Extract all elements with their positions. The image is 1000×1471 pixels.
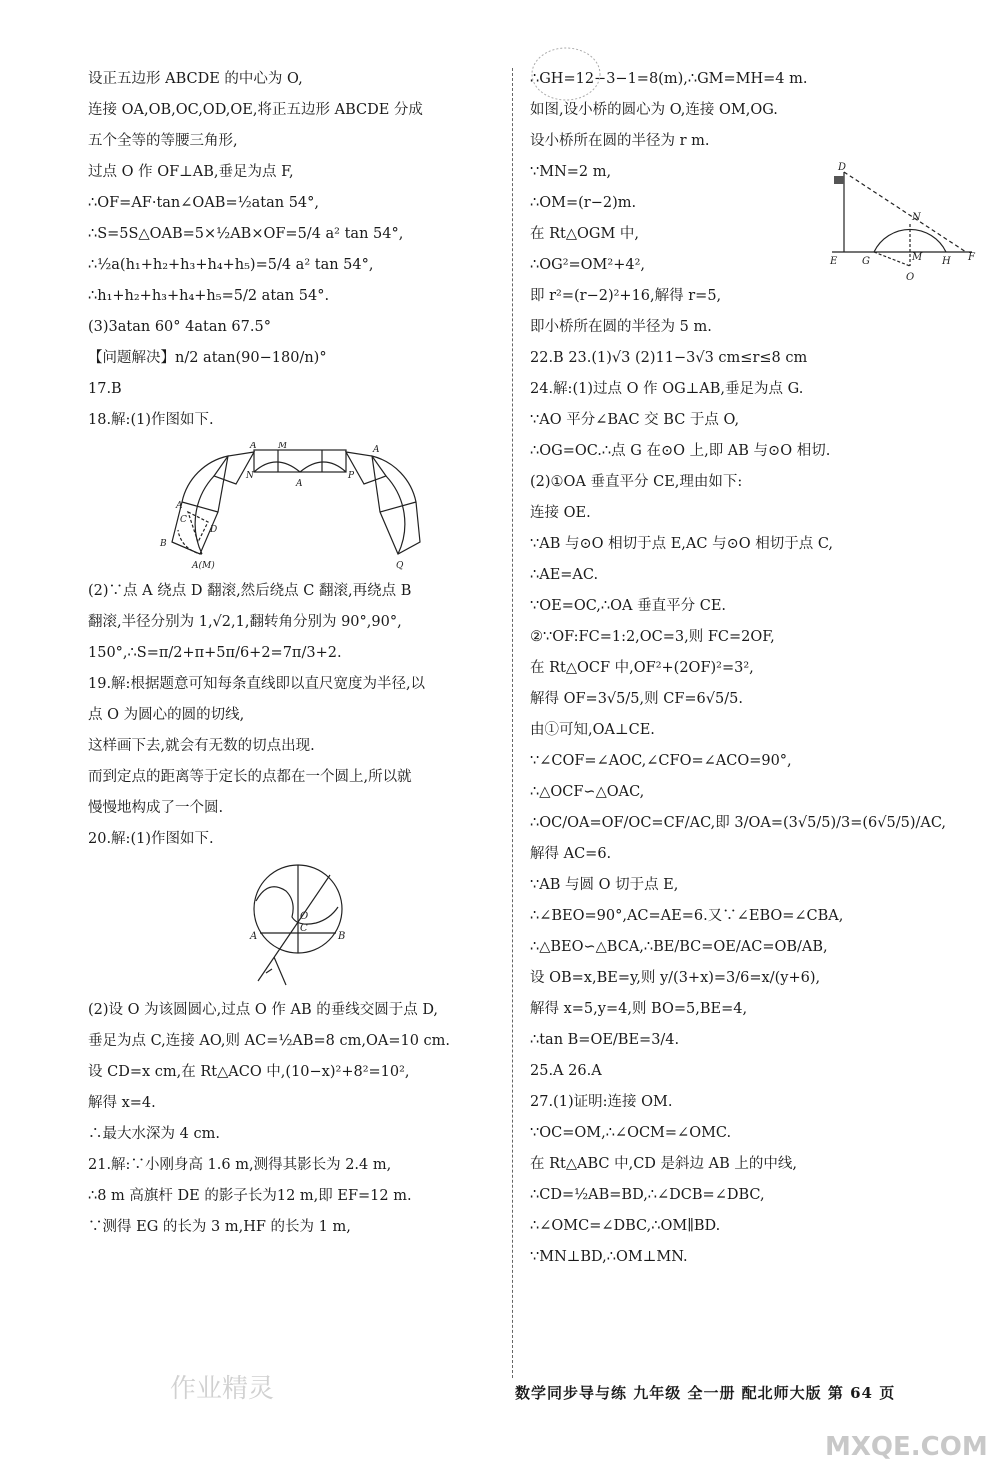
fig18-label: B bbox=[160, 539, 167, 549]
text-line: 20.解:(1)作图如下. bbox=[88, 831, 214, 847]
fig18-label: D bbox=[210, 525, 218, 535]
fig18-label: A bbox=[373, 445, 380, 455]
text-line: 由①可知,OA⊥CE. bbox=[530, 722, 655, 738]
figure-20 bbox=[238, 861, 358, 991]
fig18-label: P bbox=[348, 471, 355, 481]
text-line: ∴½a(h₁+h₂+h₃+h₄+h₅)=5/4 a² tan 54°, bbox=[88, 257, 374, 273]
text-line: 五个全等的等腰三角形, bbox=[88, 133, 238, 149]
text-line: 设 OB=x,BE=y,则 y/(3+x)=3/6=x/(y+6), bbox=[530, 970, 821, 986]
fig21-label: E bbox=[830, 256, 838, 267]
fig18-label: A bbox=[176, 501, 183, 511]
page-footer: 数学同步导与练 九年级 全一册 配北师大版 第 64 页 bbox=[515, 1384, 896, 1402]
text-line: ∴OG=OC.∴点 G 在⊙O 上,即 AB 与⊙O 相切. bbox=[530, 443, 831, 459]
text-line: ∵OC=OM,∴∠OCM=∠OMC. bbox=[530, 1125, 732, 1141]
figure-18 bbox=[158, 442, 438, 572]
fig18-label: Q bbox=[396, 561, 404, 571]
text-line: 解得 x=4. bbox=[88, 1095, 156, 1111]
left-column bbox=[88, 70, 496, 1249]
text-line: 解得 OF=3√5/5,则 CF=6√5/5. bbox=[530, 691, 743, 707]
text-line: ∴AE=AC. bbox=[530, 567, 599, 583]
text-line: ∴∠BEO=90°,AC=AE=6.又∵∠EBO=∠CBA, bbox=[530, 908, 844, 924]
fig21-label: F bbox=[968, 252, 975, 263]
stamp-logo bbox=[528, 42, 606, 106]
left-block-1 bbox=[88, 70, 496, 430]
fig21-label: O bbox=[906, 272, 915, 283]
text-line: ∴OF=AF·tan∠OAB=½atan 54°, bbox=[88, 195, 320, 211]
text-line: 22.B 23.(1)√3 (2)11−3√3 cm≤r≤8 cm bbox=[530, 350, 808, 366]
text-line: ∴∠OMC=∠DBC,∴OM∥BD. bbox=[530, 1218, 721, 1234]
text-line: 【问题解决】n/2 atan(90−180/n)° bbox=[88, 350, 327, 366]
fig21-label: H bbox=[942, 256, 951, 267]
left-block-3 bbox=[88, 1001, 496, 1237]
text-line: ∵测得 EG 的长为 3 m,HF 的长为 1 m, bbox=[88, 1219, 351, 1235]
fig20-label: A bbox=[250, 931, 258, 942]
text-line: ∴OM=(r−2)m. bbox=[530, 195, 637, 211]
text-line: 即 r²=(r−2)²+16,解得 r=5, bbox=[530, 288, 722, 304]
text-line: 150°,∴S=π/2+π+5π/6+2=7π/3+2. bbox=[88, 645, 342, 661]
fig21-label: G bbox=[862, 256, 870, 267]
watermark: MXQE.COM bbox=[825, 1432, 988, 1462]
text-line: ∴OC/OA=OF/OC=CF/AC,即 3/OA=(3√5/5)/3=(6√5/5)/AC, bbox=[530, 815, 947, 831]
text-line: ∵OE=OC,∴OA 垂直平分 CE. bbox=[530, 598, 727, 614]
left-block-2 bbox=[88, 582, 496, 849]
fig18-label: A(M) bbox=[192, 561, 215, 571]
fig21-label: M bbox=[912, 252, 923, 263]
fig21-label: D bbox=[838, 162, 847, 173]
text-line: ∵MN=2 m, bbox=[530, 164, 612, 180]
text-line: ∴8 m 高旗杆 DE 的影子长为12 m,即 EF=12 m. bbox=[88, 1188, 412, 1204]
text-line: (2)设 O 为该圆圆心,过点 O 作 AB 的垂线交圆于点 D, bbox=[88, 1002, 439, 1018]
text-line: ∴OG²=OM²+4², bbox=[530, 257, 646, 273]
fig20-label: C bbox=[300, 923, 308, 934]
column-divider bbox=[512, 68, 513, 1378]
text-line: 21.解:∵小刚身高 1.6 m,测得其影长为 2.4 m, bbox=[88, 1157, 392, 1173]
text-line: 在 Rt△OGM 中, bbox=[530, 226, 640, 242]
text-line: 24.解:(1)过点 O 作 OG⊥AB,垂足为点 G. bbox=[530, 381, 804, 397]
text-line: 而到定点的距离等于定长的点都在一个圆上,所以就 bbox=[88, 769, 412, 785]
text-line: 如图,设小桥的圆心为 O,连接 OM,OG. bbox=[530, 102, 778, 118]
text-line: 19.解:根据题意可知每条直线即以直尺宽度为半径,以 bbox=[88, 676, 426, 692]
watermark-left: 作业精灵 bbox=[170, 1374, 275, 1404]
text-line: ∴△OCF∽△OAC, bbox=[530, 784, 645, 800]
fig21-label: N bbox=[912, 212, 921, 223]
text-line: ∵MN⊥BD,∴OM⊥MN. bbox=[530, 1249, 688, 1265]
text-line: 连接 OA,OB,OC,OD,OE,将正五边形 ABCDE 分成 bbox=[88, 102, 423, 118]
fig18-label: N bbox=[246, 471, 254, 481]
text-line: ∴CD=½AB=BD,∴∠DCB=∠DBC, bbox=[530, 1187, 765, 1203]
text-line: ∴最大水深为 4 cm. bbox=[88, 1126, 220, 1142]
flag-icon bbox=[834, 176, 844, 184]
text-line: 设小桥所在圆的半径为 r m. bbox=[530, 133, 710, 149]
fig18-label: C bbox=[180, 515, 187, 525]
text-line: 慢慢地构成了一个圆. bbox=[88, 800, 224, 816]
text-line: ∴tan B=OE/BE=3/4. bbox=[530, 1032, 680, 1048]
text-line: 垂足为点 C,连接 AO,则 AC=½AB=8 cm,OA=10 cm. bbox=[88, 1033, 451, 1049]
text-line: ∵AB 与圆 O 切于点 E, bbox=[530, 877, 679, 893]
text-line: 连接 OE. bbox=[530, 505, 591, 521]
text-line: 设 CD=x cm,在 Rt△ACO 中,(10−x)²+8²=10², bbox=[88, 1064, 410, 1080]
text-line: 即小桥所在圆的半径为 5 m. bbox=[530, 319, 712, 335]
text-line: ∵∠COF=∠AOC,∠CFO=∠ACO=90°, bbox=[530, 753, 792, 769]
text-line: 这样画下去,就会有无数的切点出现. bbox=[88, 738, 315, 754]
text-line: 翻滚,半径分别为 1,√2,1,翻转角分别为 90°,90°, bbox=[88, 614, 402, 630]
text-line: 27.(1)证明:连接 OM. bbox=[530, 1094, 673, 1110]
text-line: (3)3atan 60° 4atan 67.5° bbox=[88, 319, 271, 335]
text-line: ∵AB 与⊙O 相切于点 E,AC 与⊙O 相切于点 C, bbox=[530, 536, 834, 552]
fig18-label: M bbox=[278, 442, 288, 451]
text-line: 设正五边形 ABCDE 的中心为 O, bbox=[88, 71, 303, 87]
text-line: ∴S=5S△OAB=5×½AB×OF=5/4 a² tan 54°, bbox=[88, 226, 404, 242]
text-line: ∴h₁+h₂+h₃+h₄+h₅=5/2 atan 54°. bbox=[88, 288, 330, 304]
figure-21 bbox=[822, 162, 982, 292]
fig18-label: A bbox=[250, 442, 257, 451]
fig20-label: O bbox=[300, 911, 309, 922]
text-line: 在 Rt△ABC 中,CD 是斜边 AB 上的中线, bbox=[530, 1156, 797, 1172]
text-line: 在 Rt△OCF 中,OF²+(2OF)²=3², bbox=[530, 660, 754, 676]
text-line: ∵AO 平分∠BAC 交 BC 于点 O, bbox=[530, 412, 740, 428]
fig18-label: A bbox=[296, 479, 303, 489]
text-line: 过点 O 作 OF⊥AB,垂足为点 F, bbox=[88, 164, 294, 180]
fig20-label: B bbox=[338, 931, 346, 942]
text-line: (2)∵点 A 绕点 D 翻滚,然后绕点 C 翻滚,再绕点 B bbox=[88, 583, 412, 599]
text-line: ∴GH=12−3−1=8(m),∴GM=MH=4 m. bbox=[530, 71, 808, 87]
text-line: 17.B bbox=[88, 381, 122, 397]
text-line: 解得 AC=6. bbox=[530, 846, 612, 862]
text-line: ②∵OF:FC=1:2,OC=3,则 FC=2OF, bbox=[530, 629, 775, 645]
text-line: (2)①OA 垂直平分 CE,理由如下: bbox=[530, 474, 743, 490]
text-line: ∴△BEO∽△BCA,∴BE/BC=OE/AC=OB/AB, bbox=[530, 939, 828, 955]
text-line: 25.A 26.A bbox=[530, 1063, 602, 1079]
text-line: 18.解:(1)作图如下. bbox=[88, 412, 214, 428]
text-line: 解得 x=5,y=4,则 BO=5,BE=4, bbox=[530, 1001, 748, 1017]
text-line: 点 O 为圆心的圆的切线, bbox=[88, 707, 245, 723]
